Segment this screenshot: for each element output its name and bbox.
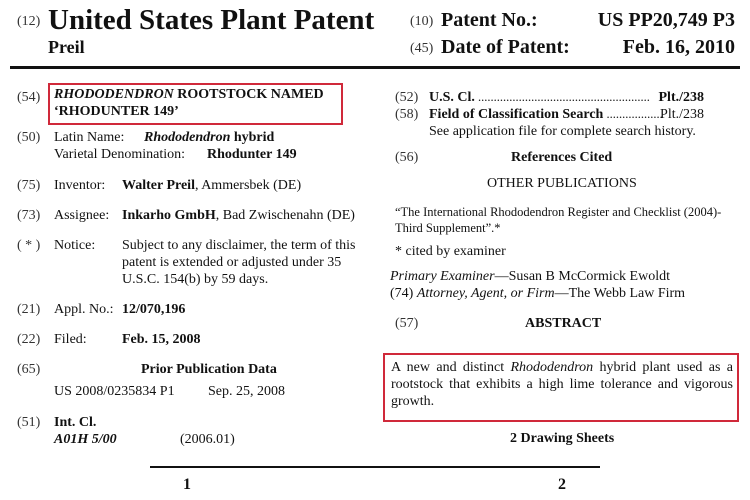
cited-by-examiner: * cited by examiner [395, 244, 506, 259]
notice-line1: Subject to any disclaimer, the term of this [122, 238, 356, 253]
latin-rest: hybrid [230, 130, 275, 145]
patent-type-title: United States Plant Patent [48, 4, 375, 36]
notice-line2: patent is extended or adjusted under 35 [122, 255, 342, 270]
int-cl-year: (2006.01) [180, 432, 235, 447]
us-cl-label: U.S. Cl. [429, 90, 475, 105]
primary-examiner-label: Primary Examiner [390, 269, 495, 284]
latin-name-value [144, 130, 274, 146]
field-search-note: See application file for complete search history. [429, 124, 696, 139]
code-45: (45) [410, 41, 434, 56]
code-57: (57) [395, 316, 419, 331]
header-rule [10, 66, 740, 69]
drawing-sheets: 2 Drawing Sheets [510, 431, 615, 446]
inventor-value [122, 178, 301, 194]
code-56: (56) [395, 150, 419, 165]
date-of-patent-label: Date of Patent: [441, 36, 570, 58]
title-rest: ROOTSTOCK NAMED [173, 87, 324, 102]
primary-examiner [390, 269, 670, 285]
abstract-text-post: hybrid plant used as a rootstock that exhibits a high lime tolerance and vigorous growth. [391, 360, 733, 409]
code-73: (73) [17, 208, 41, 223]
field-search-label: Field of Classification Search [429, 107, 604, 122]
notice-line3: U.S.C. 154(b) by 59 days. [122, 272, 269, 287]
inventor-surname-header: Preil [48, 37, 85, 57]
prior-publication-date: Sep. 25, 2008 [208, 384, 285, 399]
us-cl-value: Plt./238 [658, 90, 704, 105]
us-cl-dots: ....................................................... [474, 90, 650, 104]
notice-label: Notice: [54, 238, 96, 253]
int-cl-label: Int. Cl. [54, 415, 97, 430]
assignee-location: , Bad Zwischenahn (DE) [215, 208, 355, 223]
reference-line1: “The International Rhododendron Register and Checklist (2004)- [395, 205, 722, 219]
code-22: (22) [17, 332, 41, 347]
appl-no-label: Appl. No.: [54, 302, 114, 317]
code-52: (52) [395, 90, 419, 105]
prior-publication-number: US 2008/0235834 P1 [54, 384, 175, 399]
abstract-text [391, 359, 733, 410]
field-search-line [429, 107, 663, 123]
title-genus: RHODODENDRON [54, 87, 174, 102]
page-number-left: 1 [183, 476, 191, 493]
code-75: (75) [17, 178, 41, 193]
code-51: (51) [17, 415, 41, 430]
varietal-label: Varietal Denomination: [54, 147, 186, 162]
filed-label: Filed: [54, 332, 87, 347]
attorney-name: —The Webb Law Firm [554, 286, 686, 301]
code-65: (65) [17, 362, 41, 377]
invention-title-line1 [54, 87, 324, 103]
us-cl-line [429, 90, 650, 106]
abstract-heading: ABSTRACT [525, 316, 602, 331]
patent-number: US PP20,749 P3 [597, 9, 735, 31]
field-search-dots: .................. [603, 107, 663, 121]
varietal-value: Rhodunter 149 [207, 147, 297, 162]
code-74: (74) [390, 286, 414, 301]
filed-value: Feb. 15, 2008 [122, 332, 201, 347]
latin-genus: Rhododendron [144, 130, 231, 145]
code-10: (10) [410, 14, 434, 29]
invention-title-line2: ‘RHODUNTER 149’ [54, 104, 179, 119]
assignee-name: Inkarho GmbH [122, 208, 216, 223]
reference-line2: Third Supplement”.* [395, 221, 501, 235]
code-21: (21) [17, 302, 41, 317]
field-search-value: Plt./238 [660, 107, 704, 122]
date-of-patent: Feb. 16, 2010 [622, 36, 735, 58]
appl-no-value: 12/070,196 [122, 302, 186, 317]
references-cited-heading: References Cited [511, 150, 613, 165]
abstract-text-pre: A new and distinct [391, 360, 511, 375]
other-publications-heading: OTHER PUBLICATIONS [487, 176, 637, 191]
code-54: (54) [17, 90, 41, 105]
assignee-label: Assignee: [54, 208, 110, 223]
attorney-label: Attorney, Agent, or Firm [416, 286, 555, 301]
inventor-label: Inventor: [54, 178, 106, 193]
footer-rule [150, 466, 600, 468]
code-58: (58) [395, 107, 419, 122]
int-cl-class: A01H 5/00 [54, 432, 117, 447]
code-12: (12) [17, 14, 41, 29]
abstract-genus: Rhododendron [510, 360, 594, 375]
attorney-line [390, 286, 685, 302]
primary-examiner-name: —Susan B McCormick Ewoldt [494, 269, 670, 284]
prior-publication-heading: Prior Publication Data [141, 362, 277, 377]
code-notice: ( * ) [17, 238, 41, 253]
latin-name-label: Latin Name: [54, 130, 125, 145]
assignee-value [122, 208, 355, 224]
code-50: (50) [17, 130, 41, 145]
inventor-name: Walter Preil [122, 178, 195, 193]
patent-number-label: Patent No.: [441, 9, 538, 31]
inventor-location: , Ammersbek (DE) [194, 178, 302, 193]
page-number-right: 2 [558, 476, 566, 493]
